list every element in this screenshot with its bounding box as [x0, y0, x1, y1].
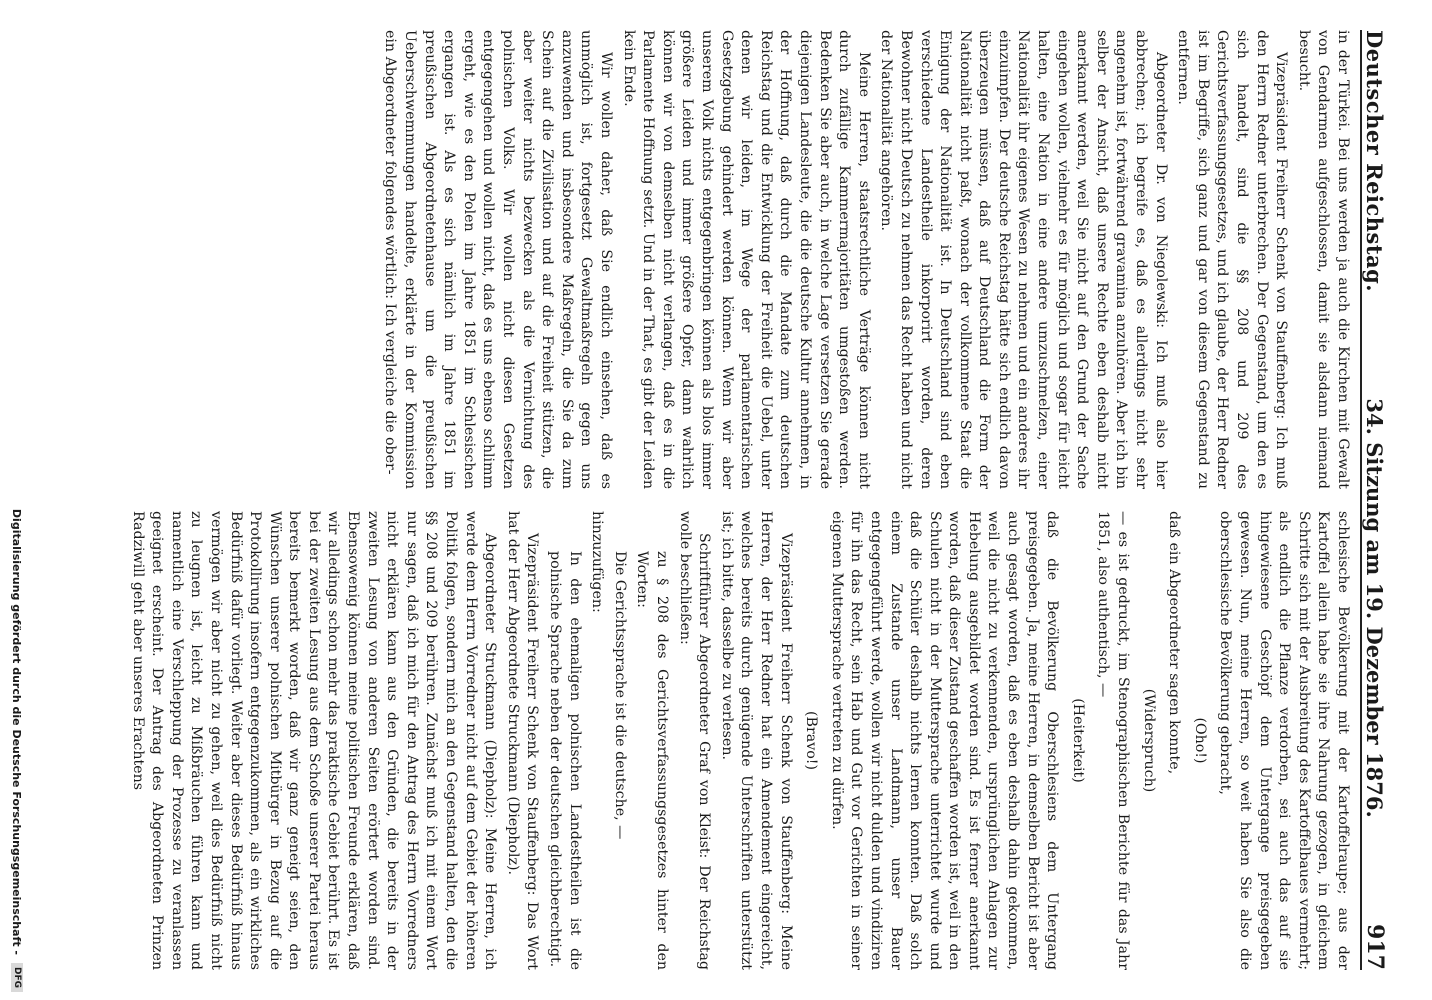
- paragraph: Vizepräsident Freiherr Schenk von Stauffenberg: Meine Herren, der Herr Redner hat ein Amendement eingereicht, welches bereits durch genügende Unterschriften unterstützt ist; ich bitte, dasselbe zu verlesen.: [718, 511, 794, 970]
- paragraph: Abgeordneter Struckmann (Diepholz): Meine Herren, ich werde dem Herrn Vorredner nicht auf dem Gebiet der höheren Politik folgen, sondern mich an den Gegenstand halten, den die §§ 208 und 209 berühren. Zunächst muß ich mit einem Wort nur sagen, daß ich mich für den Antrag des Herrn Vorredners nicht erklären kann aus den Gründen, die bereits in der zweiten Lesung von anderen Seiten erörtert worden sind. Ebensowenig können meine politischen Freunde erklären, daß wir alledings schon mehr das praktische Gebiet berührt. Es ist bei der zweiten Lesung aus dem Schoße unserer Partei heraus bereits bemerkt worden, daß wir ganz geneigt seien, den Wünschen unserer polnischen Mitbürger in Bezug auf die Protokollirung insofern entgegenzukommen, als ein wirkliches Bedürfniß dafür vorliegt. Weiter aber dieses Bedürfniß hinaus vermögen wir aber nicht zu gehen, weil dies Bedürfniß nicht zu leugnen ist, leicht zu Mißbräuchen führen kann und namentlich eine Verschleppung der Prozesse zu veranlassen geeignet erscheint. Der Antrag des Abgeordneten Prinzen Radziwill geht aber unseres Erachtens: [129, 511, 499, 970]
- left-column: [62, 30, 1352, 489]
- right-column: [62, 511, 1352, 970]
- amendment-line: zu § 208 des Gerichtsverfassungsgesetzes hinter den Worten:: [634, 551, 670, 970]
- interjection: (Widerspruch): [1140, 688, 1157, 793]
- amendment-line: In den ehemaligen polnischen Landestheilen ist die polnische Sprache neben der deutschen gleichberechtigt.: [547, 551, 583, 970]
- paragraph: schlesische Bevölkerung mit der Kartoffelraupe; aus der Kartoffel allein habe sie ihre Nahrung gezogen, in gleichem Schritte sich mit der Ausbreitung des Kartoffelbaues vermehrt; als endlich die Pflanze verdorben, sei auch das auf sie hingewiesene Geschöpf dem Untergange preisgegeben gewesen. Nun, meine Herren, so weit haben Sie also die oberschlesische Bevölkerung gebracht,: [1217, 511, 1351, 970]
- paragraph: — es ist gedruckt, im Stenographischen Berichte für das Jahr 1851, also authentisch, —: [1095, 511, 1132, 970]
- interjection: (Heiterkeit): [1069, 698, 1086, 783]
- dfg-logo: DFG: [11, 963, 23, 992]
- paragraph: daß die Bevölkerung Oberschlesiens dem Untergang preisgegeben. Ja, meine Herren, in demselben Bericht ist aber auch gesagt worden, daß es eben deshalb dahin gekommen, weil die nicht zu verkennenden, ursprünglichen Anlagen zur Hebelung ausgebildet worden sind. Es ist ferner anerkannt worden, daß dieser Zustand geschaffen worden ist, weil in den Schulen nicht in der Muttersprache unterrichtet wurde und daß die Schüler deshalb nichts lernen konnten. Daß solch einem Zustande unser Landmann, unser Bauer entgegengeführt werde, wollen wir nicht dulden und vindiziren für ihn das Recht, sein Hab und Gut vor Gerichten in seiner eigenen Muttersprache vertreten zu dürfen.: [828, 511, 1061, 970]
- paragraph: Abgeordneter Dr. von Niegolewski: Ich muß also hier abbrechen; ich begreife es, daß es allerdings nicht sehr angenehm ist, fortwährend gravamina anzuhören. Aber ich bin selber der Ansicht, daß unsere Rechte eben deshalb nicht anerkannt werden, weil Sie nicht auf den Grund der Sache eingehen wollen, vielmehr es für möglich und sogar für leicht halten, eine Nation in eine andere umzuschmelzen, einer Nationalität ihr eigenes Wesen zu nehmen und ein anderes ihr einzuimpfen. Der deutsche Reichstag hätte sich endlich davon überzeugen müssen, daß auf Deutschland die Form der Nationalität nicht paßt, wonach der vollkommene Staat die Einigung der Nationalität ist. In Deutschland sind eben verschiedene Landestheile inkorporirt worden, deren Bewohner nicht Deutsch zu nehmen das Recht haben und nicht der Nationalität angehören.: [878, 30, 1169, 489]
- text-columns: [62, 30, 1352, 970]
- paragraph: Schriftführer Abgeordneter Graf von Kleist: Der Reichstag wolle beschließen:: [676, 511, 713, 970]
- interjection: (Bravo!): [803, 711, 820, 770]
- page-number: 917: [1362, 924, 1388, 970]
- paragraph: Wir wollen daher, daß Sie endlich einsehen, daß es unmöglich ist, fortgesetzt Gewaltmaßregeln gegen uns anzuwenden und insbesondere Maßregeln, die Sie da zum Schein auf die Zivilisation und auf die Freiheit stützen, die aber weiter nichts bezwecken als die Vernichtung des polnischen Volks. Wir wollen nicht diesen Gesetzen entgegengehen und wollen nicht, daß es uns ebenso schlimm ergeht, wie es den Polen im Jahre 1851 im Schlesischen ergangen ist. Als es sich nämlich im Jahre 1851 im preußischen Abgeordnetenhause um die preußischen Ueberschwemmungen handelte, erklärte in der Kommission ein Abgeordneter folgendes wörtlich: Ich vergleiche die ober-: [382, 30, 615, 489]
- digitization-footer: [6, 8, 28, 992]
- amendment-line: Die Gerichtssprache ist die deutsche, —: [611, 551, 628, 840]
- paragraph: Vizepräsident Freiherr Schenk von Stauffenberg: Das Wort hat der Herr Abgeordnete Struckmann (Diepholz).: [504, 511, 541, 970]
- page-header: [1360, 30, 1402, 970]
- session-title: 34. Sitzung am 19. Dezember 1876.: [1362, 398, 1387, 818]
- interjection: (Oho!): [1191, 717, 1208, 764]
- paragraph: daß ein Abgeordneter sagen konnte,: [1166, 511, 1183, 775]
- publication-title: Deutscher Reichstag.: [1362, 30, 1387, 293]
- paragraph: Meine Herren, staatsrechtliche Verträge können nicht durch zufällige Kammermajoritäten umgestoßen werden. Bedenken Sie aber auch, in welche Lage versetzen Sie gerade diejenigen Landesleute, die die deutsche Kultur annehmen, in der Hoffnung, daß durch die Mandate zum deutschen Reichstag und die Entwicklung der Freiheit die Uebel, unter denen wir leiden, im Wege der parlamentarischen Gesetzgebung gehindert werden können. Wenn wir aber unserem Volk nichts entgegenbringen können als blos immer größere Leiden und immer größere Opfer, dann wahrlich können wir von demselben nicht verlangen, daß es in die Parlamente Hoffnung setzt. Und in der That, es gibt der Leiden kein Ende.: [620, 30, 872, 489]
- paragraph: Vizepräsident Freiherr Schenk von Stauffenberg: Ich muß den Herrn Redner unterbrechen. Der Gegenstand, um den es sich handelt, sind die §§ 208 und 209 des Gerichtsverfassungsgesetzes, und ich glaube, der Herr Redner ist im Begriffe, sich ganz und gar von diesem Gegenstand zu entfernen.: [1175, 30, 1290, 489]
- paragraph: in der Türkei. Bei uns werden ja auch die Kirchen mit Gewalt von Gendarmen aufgeschlossen, damit sie alsdann niemand besucht.: [1295, 30, 1351, 489]
- amendment-line: hinzuzufügen:: [589, 511, 606, 613]
- footer-text: Digitalisierung gefördert durch die Deutsche Forschungsgemeinschaft -: [10, 508, 24, 955]
